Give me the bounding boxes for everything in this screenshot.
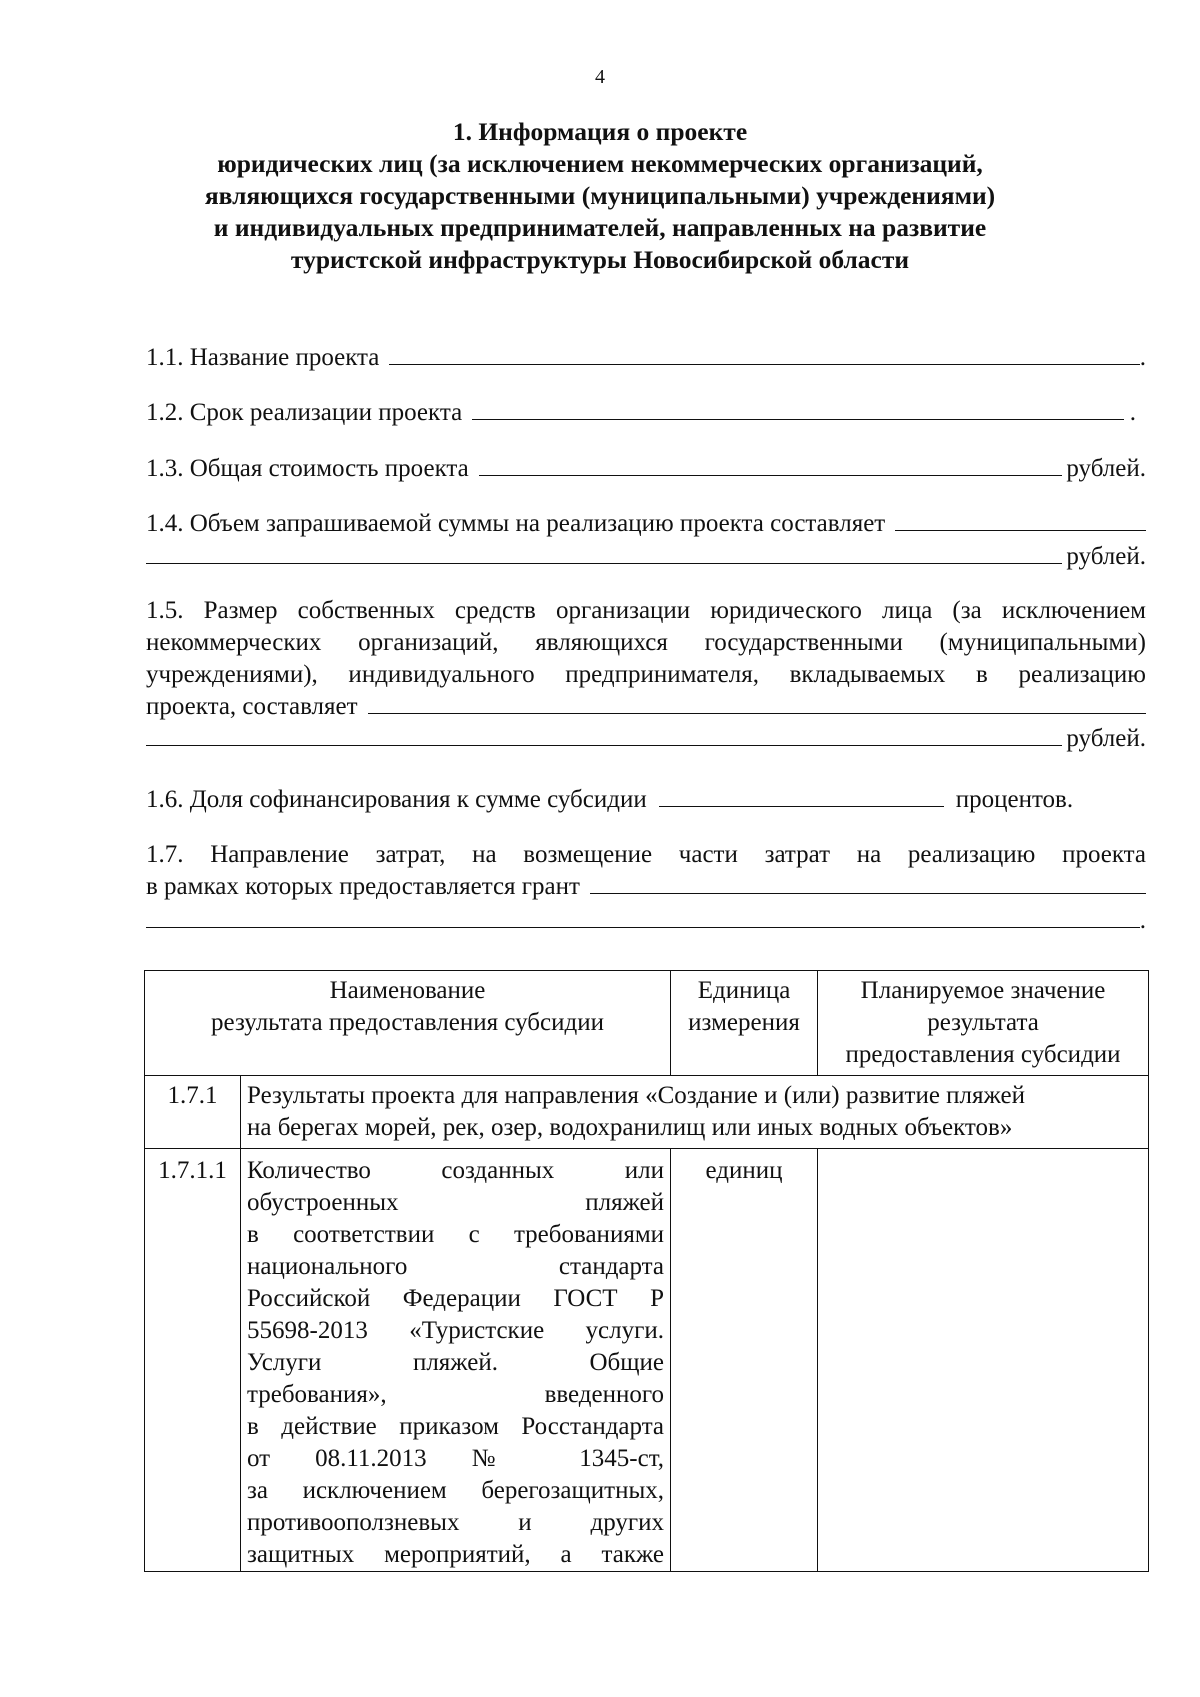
field-label: проекта, составляет xyxy=(146,693,358,720)
field-label: 1.4. Объем запрашиваемой суммы на реализацию проекта составляет xyxy=(146,510,886,537)
field-label: 1.2. Срок реализации проекта xyxy=(146,399,463,426)
item-planned-value[interactable] xyxy=(818,1149,1149,1572)
field-own-funds xyxy=(146,595,1146,755)
paragraph-line: некоммерческих организаций, являющихся государственными (муниципальными) xyxy=(146,629,1146,656)
header-unit: Единица измерения xyxy=(671,971,818,1076)
own-funds-blank-2[interactable] xyxy=(146,723,1062,746)
header-planned-value: Планируемое значение результата предоставления субсидии xyxy=(818,971,1149,1076)
field-project-name: 1.1. Название проекта . xyxy=(146,342,1146,374)
field-cost-direction: 1.7. Направление затрат, на возмещение части затрат на реализацию проекта в рамках которых предоставляется грант . xyxy=(146,841,1146,934)
cost-direction-blank-1[interactable] xyxy=(590,871,1146,894)
project-name-blank[interactable] xyxy=(389,342,1139,365)
field-requested-amount xyxy=(146,508,1146,573)
title-line: 1. Информация о проекте xyxy=(452,117,748,146)
unit-label: рублей. xyxy=(1066,543,1146,570)
table-header-row xyxy=(145,971,1149,1076)
cofinancing-blank[interactable] xyxy=(659,784,944,807)
field-label: в рамках которых предоставляется грант xyxy=(146,873,580,900)
project-cost-blank[interactable] xyxy=(479,453,1063,476)
title-line: являющихся государственными (муниципальными) учреждениями) xyxy=(204,181,996,210)
paragraph-line: 1.5. Размер собственных средств организации юридического лица (за исключением xyxy=(146,597,1146,624)
title-line: и индивидуальных предпринимателей, направленных на развитие xyxy=(213,213,987,242)
results-table xyxy=(144,970,1149,1572)
field-project-term: 1.2. Срок реализации проекта . xyxy=(146,397,1146,429)
section-number: 1.7.1 xyxy=(145,1076,241,1149)
project-term-blank[interactable] xyxy=(472,397,1124,420)
title-line: туристской инфраструктуры Новосибирской области xyxy=(290,245,910,274)
document-title xyxy=(130,116,1070,276)
header-result-name: Наименование результата предоставления субсидии xyxy=(145,971,671,1076)
field-label: 1.3. Общая стоимость проекта xyxy=(146,455,469,482)
item-number: 1.7.1.1 xyxy=(145,1149,241,1572)
unit-label: рублей. xyxy=(1066,455,1146,482)
field-label: 1.6. Доля софинансирования к сумме субсидии xyxy=(146,786,647,813)
page-number: 4 xyxy=(595,66,605,88)
field-project-cost xyxy=(146,453,1146,485)
unit-label: процентов. xyxy=(955,786,1074,813)
table-row xyxy=(145,1076,1149,1149)
title-line: юридических лиц (за исключением некоммерческих организаций, xyxy=(217,149,983,178)
section-title: Результаты проекта для направления «Создание и (или) развитие пляжей на берегах морей, рек, озер, водохранилищ или иных водных объектов» xyxy=(241,1076,1149,1149)
item-unit: единиц xyxy=(671,1149,818,1572)
cost-direction-blank-2[interactable] xyxy=(146,905,1140,928)
paragraph-line: учреждениями), индивидуального предпринимателя, вкладываемых в реализацию xyxy=(146,661,1146,688)
paragraph-line: 1.7. Направление затрат, на возмещение части затрат на реализацию проекта xyxy=(146,841,1146,868)
item-description: Количество созданных или обустроенных пляжей в соответствии с требованиями национального стандарта Российской Федерации ГОСТ Р 55698-2013 «Туристские услуги. Услуги пляжей. Общие требования», введенного в действие приказом Росстандарта от 08.11.2013 № 1345-ст, за исключением берегозащитных, противооползневых и других защитных мероприятий, а также xyxy=(241,1149,671,1572)
requested-amount-blank-1[interactable] xyxy=(895,508,1146,531)
requested-amount-blank-2[interactable] xyxy=(146,541,1062,564)
table-row xyxy=(145,1149,1149,1572)
unit-label: рублей. xyxy=(1066,725,1146,752)
field-cofinancing-share xyxy=(146,784,1146,816)
own-funds-blank-1[interactable] xyxy=(368,691,1146,714)
field-label: 1.1. Название проекта xyxy=(146,344,380,371)
